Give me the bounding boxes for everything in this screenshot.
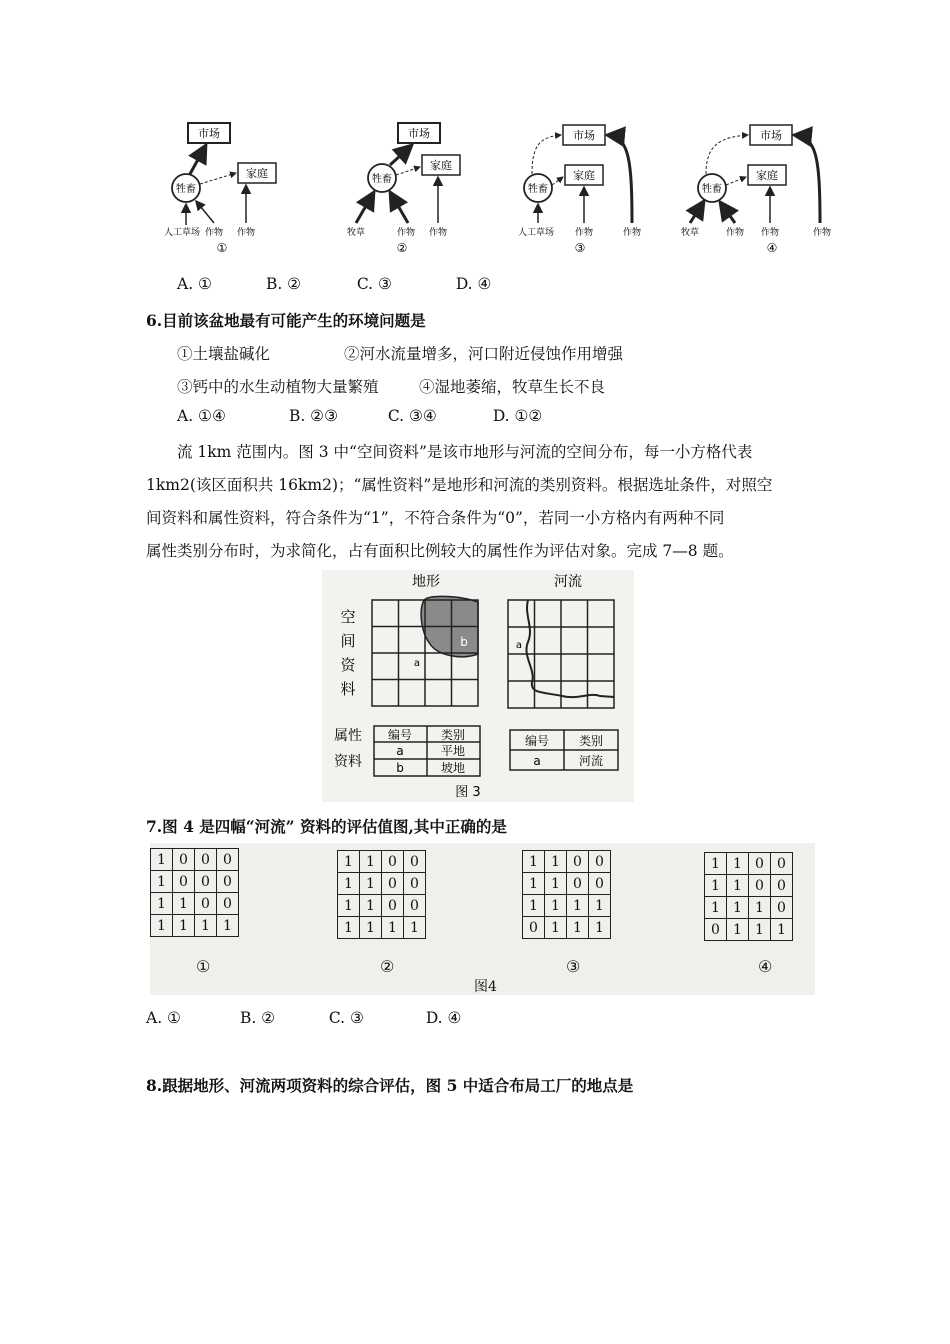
svg-text:牲畜: 牲畜	[372, 174, 392, 185]
svg-text:②: ②	[396, 241, 408, 255]
svg-text:a: a	[396, 744, 404, 758]
option-a[interactable]: A. ①	[146, 1009, 181, 1027]
option-b[interactable]: B. ②	[265, 275, 302, 293]
svg-text:④: ④	[766, 241, 778, 255]
svg-text:家庭: 家庭	[756, 169, 778, 182]
q6-item-3: ③钙中的水生动植物大量繁殖	[177, 378, 379, 396]
svg-text:料: 料	[340, 680, 356, 698]
svg-text:作物: 作物	[236, 228, 256, 238]
svg-text:人工草场: 人工草场	[517, 228, 555, 238]
diagram-panel-1	[164, 123, 276, 255]
svg-text:河流: 河流	[578, 754, 604, 768]
svg-text:资料: 资料	[334, 754, 362, 770]
svg-text:人工草场: 人工草场	[163, 228, 201, 238]
market-label: 市场	[198, 127, 220, 140]
grid-4-label: ④	[758, 957, 773, 976]
svg-text:牲畜: 牲畜	[702, 184, 722, 195]
q6-item-2: ②河水流量增多，河口附近侵蚀作用增强	[344, 345, 624, 363]
option-a[interactable]: A. ①	[177, 275, 212, 293]
option-d[interactable]: D. ④	[455, 275, 492, 293]
svg-text:资: 资	[340, 656, 356, 674]
q6-question: 6.目前该盆地最有可能产生的环境问题是	[146, 311, 426, 330]
river-a-label: a	[515, 640, 523, 651]
grid-3-label: ③	[566, 957, 581, 976]
svg-text:坡地: 坡地	[440, 761, 466, 775]
option-b[interactable]: B. ②	[239, 1009, 276, 1027]
option-a[interactable]: A. ①④	[177, 407, 226, 425]
terrain-title: 地形	[412, 574, 440, 590]
q8-question: 8.跟据地形、河流两项资料的综合评估，图 5 中适合布局工厂的地点是	[146, 1076, 634, 1095]
grid-1-label: ①	[196, 957, 211, 976]
passage-line-1: 流 1km 范围内。图 3 中“空间资料”是该市地形与河流的空间分布，每一小方格代表	[177, 443, 753, 461]
svg-text:家庭: 家庭	[430, 159, 452, 172]
svg-text:类别: 类别	[440, 728, 466, 742]
q6-item-4: ④湿地萎缩，牧草生长不良	[419, 378, 606, 396]
svg-text:牲畜: 牲畜	[528, 184, 548, 195]
diagram-panel-3	[518, 125, 641, 255]
diagram-panel-4	[681, 125, 831, 255]
option-c[interactable]: C. ③	[356, 275, 392, 293]
svg-text:作物: 作物	[760, 228, 780, 238]
q6-options	[177, 407, 542, 425]
svg-text:编号: 编号	[387, 728, 413, 742]
svg-text:作物: 作物	[622, 228, 642, 238]
area-a-label: a	[413, 658, 421, 669]
svg-text:a: a	[533, 754, 541, 768]
grid-2-label: ②	[380, 957, 395, 976]
svg-text:b: b	[396, 761, 404, 775]
diagram-panel-2	[347, 123, 460, 255]
family-label: 家庭	[246, 167, 268, 180]
svg-text:间: 间	[340, 632, 356, 650]
svg-text:作物: 作物	[428, 228, 448, 238]
option-d[interactable]: D. ④	[425, 1009, 462, 1027]
svg-text:作物: 作物	[812, 228, 832, 238]
svg-text:市场: 市场	[573, 129, 595, 142]
svg-text:编号: 编号	[524, 734, 550, 748]
area-b-label: b	[460, 635, 468, 649]
river-eval-grid-4: 1 1 0 0 1 1 0 0 1 1 1 0 0 1 1 1	[704, 852, 793, 941]
svg-text:作物: 作物	[574, 228, 594, 238]
q7-options	[146, 1009, 461, 1027]
option-c[interactable]: C. ③	[328, 1009, 364, 1027]
svg-text:平地: 平地	[440, 744, 466, 758]
livestock-flow-diagrams	[160, 115, 840, 260]
svg-text:牧草: 牧草	[346, 228, 366, 238]
figure-3	[322, 570, 634, 802]
passage-line-3: 间资料和属性资料，符合条件为“1”，不符合条件为“0”，若同一小方格内有两种不同	[146, 509, 725, 527]
figure-4-caption: 图4	[474, 979, 497, 995]
svg-text:③: ③	[574, 241, 586, 255]
passage-line-4: 属性类别分布时，为求简化，占有面积比例较大的属性作为评估对象。完成 7—8 题。	[146, 542, 734, 560]
passage-line-2: 1km2(该区面积共 16km2)；“属性资料”是地形和河流的类别资料。根据选址条件，对照空	[146, 476, 773, 494]
option-b[interactable]: B. ②③	[288, 407, 338, 425]
q6-item-1: ①土壤盐碱化	[177, 345, 271, 363]
svg-text:市场: 市场	[760, 129, 782, 142]
figure-3-caption: 图 3	[455, 785, 481, 800]
svg-text:市场: 市场	[408, 127, 430, 140]
river-eval-grid-3: 1 1 0 0 1 1 0 0 1 1 1 1 0 1 1 1	[522, 850, 611, 939]
q5-options	[177, 275, 491, 293]
river-eval-grid-1: 1 0 0 0 1 0 0 0 1 1 0 0 1 1 1 1	[150, 848, 239, 937]
svg-text:作物: 作物	[725, 228, 745, 238]
river-title: 河流	[554, 574, 582, 590]
option-c[interactable]: C. ③④	[387, 407, 437, 425]
svg-text:牧草: 牧草	[680, 228, 700, 238]
svg-text:家庭: 家庭	[573, 169, 595, 182]
svg-text:空: 空	[340, 608, 356, 626]
river-eval-grid-2: 1 1 0 0 1 1 0 0 1 1 0 0 1 1 1 1	[337, 850, 426, 939]
q7-question: 7.图 4 是四幅“河流” 资料的评估值图,其中正确的是	[146, 817, 507, 836]
svg-text:作物: 作物	[204, 228, 224, 238]
svg-text:类别: 类别	[578, 734, 604, 748]
svg-text:作物: 作物	[396, 228, 416, 238]
panel-label: ①	[216, 241, 228, 255]
option-d[interactable]: D. ①②	[492, 407, 543, 425]
svg-text:属性: 属性	[334, 728, 362, 744]
livestock-label: 牲畜	[176, 184, 196, 195]
